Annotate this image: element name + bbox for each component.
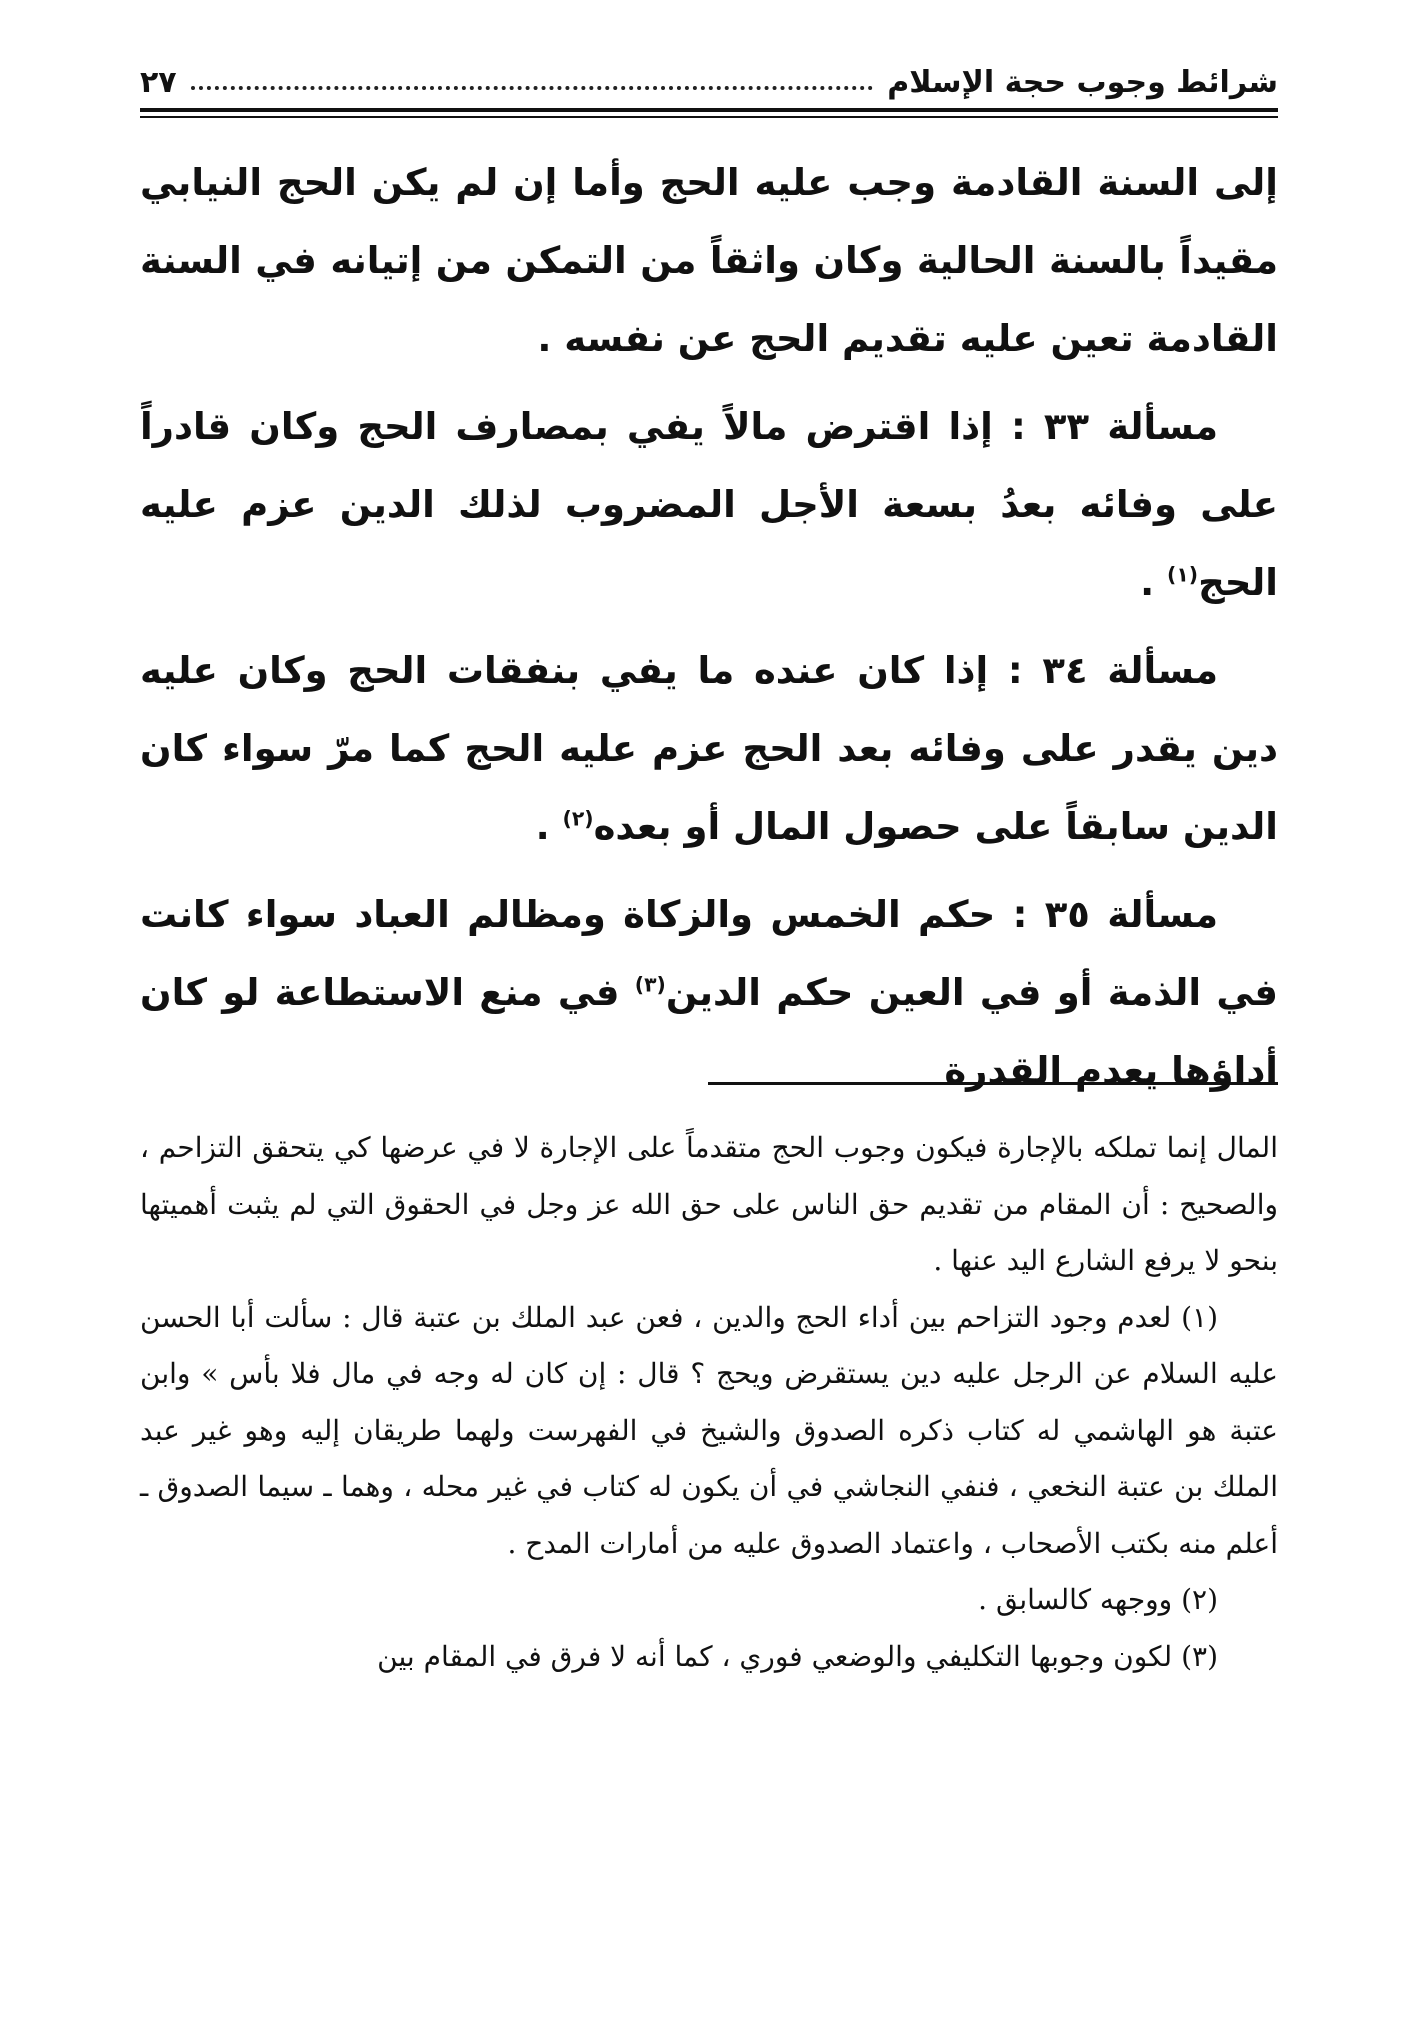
issue-34-end: . [535, 805, 563, 848]
paragraph-continuation-text: إلى السنة القادمة وجب عليه الحج وأما إن لم يكن الحج النيابي مقيداً بالسنة الحالية وكان واثقاً من التمكن من إتيانه في السنة القادمة تعين عليه تقديم الحج عن نفسه . [140, 161, 1278, 360]
issue-33-end: . [1140, 561, 1168, 604]
footnote-ref-1[interactable]: (١) [1167, 562, 1199, 587]
header-rule-thick [140, 108, 1278, 112]
footnote-3: (٣) لكون وجوبها التكليفي والوضعي فوري ، كما أنه لا فرق في المقام بين [377, 1639, 1218, 1673]
footnote-ref-3[interactable]: (٣) [634, 972, 666, 997]
main-text [140, 144, 1278, 1110]
paragraph-continuation [140, 144, 1278, 378]
footnote-2: (٢) ووجهه كالسابق . [978, 1583, 1218, 1616]
footnote-separator [708, 1082, 1278, 1085]
book-page [140, 40, 1278, 2042]
header-rule-thin [140, 116, 1278, 118]
issue-34-text: مسألة ٣٤ : إذا كان عنده ما يفي بنفقات الحج وكان عليه دين يقدر على وفائه بعد الحج عزم عليه الحج كما مرّ سواء كان الدين سابقاً على حصول المال أو بعده [140, 649, 1278, 848]
issue-34 [140, 632, 1278, 866]
footnotes [140, 1120, 1278, 1685]
issue-35-text-b: في منع الاستطاعة لو كان أداؤها يعدم القدرة [140, 971, 1278, 1092]
chapter-title: شرائط وجوب حجة الإسلام [887, 65, 1278, 100]
running-header [140, 40, 1278, 98]
issue-33 [140, 388, 1278, 622]
footnote-1: (١) لعدم وجود التزاحم بين أداء الحج والدين ، فعن عبد الملك بن عتبة قال : سألت أبا الحسن عليه السلام عن الرجل عليه دين يستقرض ويحج ؟ قال : إن كان له وجه في مال فلا بأس » وابن عتبة هو الهاشمي له كتاب ذكره الصدوق والشيخ في الفهرست ولهما طريقان إليه وهو غير عبد الملك بن عتبة النخعي ، فنفي النجاشي في أن يكون له كتاب في غير محله ، وهما ـ سيما الصدوق ـ أعلم منه بكتب الأصحاب ، واعتماد الصدوق عليه من أمارات المدح . [140, 1300, 1278, 1560]
footnote-continuation: المال إنما تملكه بالإجارة فيكون وجوب الحج متقدماً على الإجارة لا في عرضها كي يتحقق التزاحم ، والصحيح : أن المقام من تقديم حق الناس على حق الله عز وجل في الحقوق التي لم يثبت أهميتها بنحو لا يرفع الشارع اليد عنها . [140, 1131, 1279, 1277]
footnote-ref-2[interactable]: (٢) [562, 806, 594, 831]
issue-33-text: مسألة ٣٣ : إذا اقترض مالاً يفي بمصارف الحج وكان قادراً على وفائه بعدُ بسعة الأجل المضروب لذلك الدين عزم عليه الحج [140, 405, 1278, 604]
issue-35-text-a: مسألة ٣٥ : حكم الخمس والزكاة ومظالم العباد سواء كانت في الذمة أو في العين حكم الدين [140, 893, 1279, 1014]
page-number: ٢٧ [140, 65, 177, 100]
issue-35 [140, 876, 1278, 1110]
header-dot-leader [191, 86, 874, 90]
